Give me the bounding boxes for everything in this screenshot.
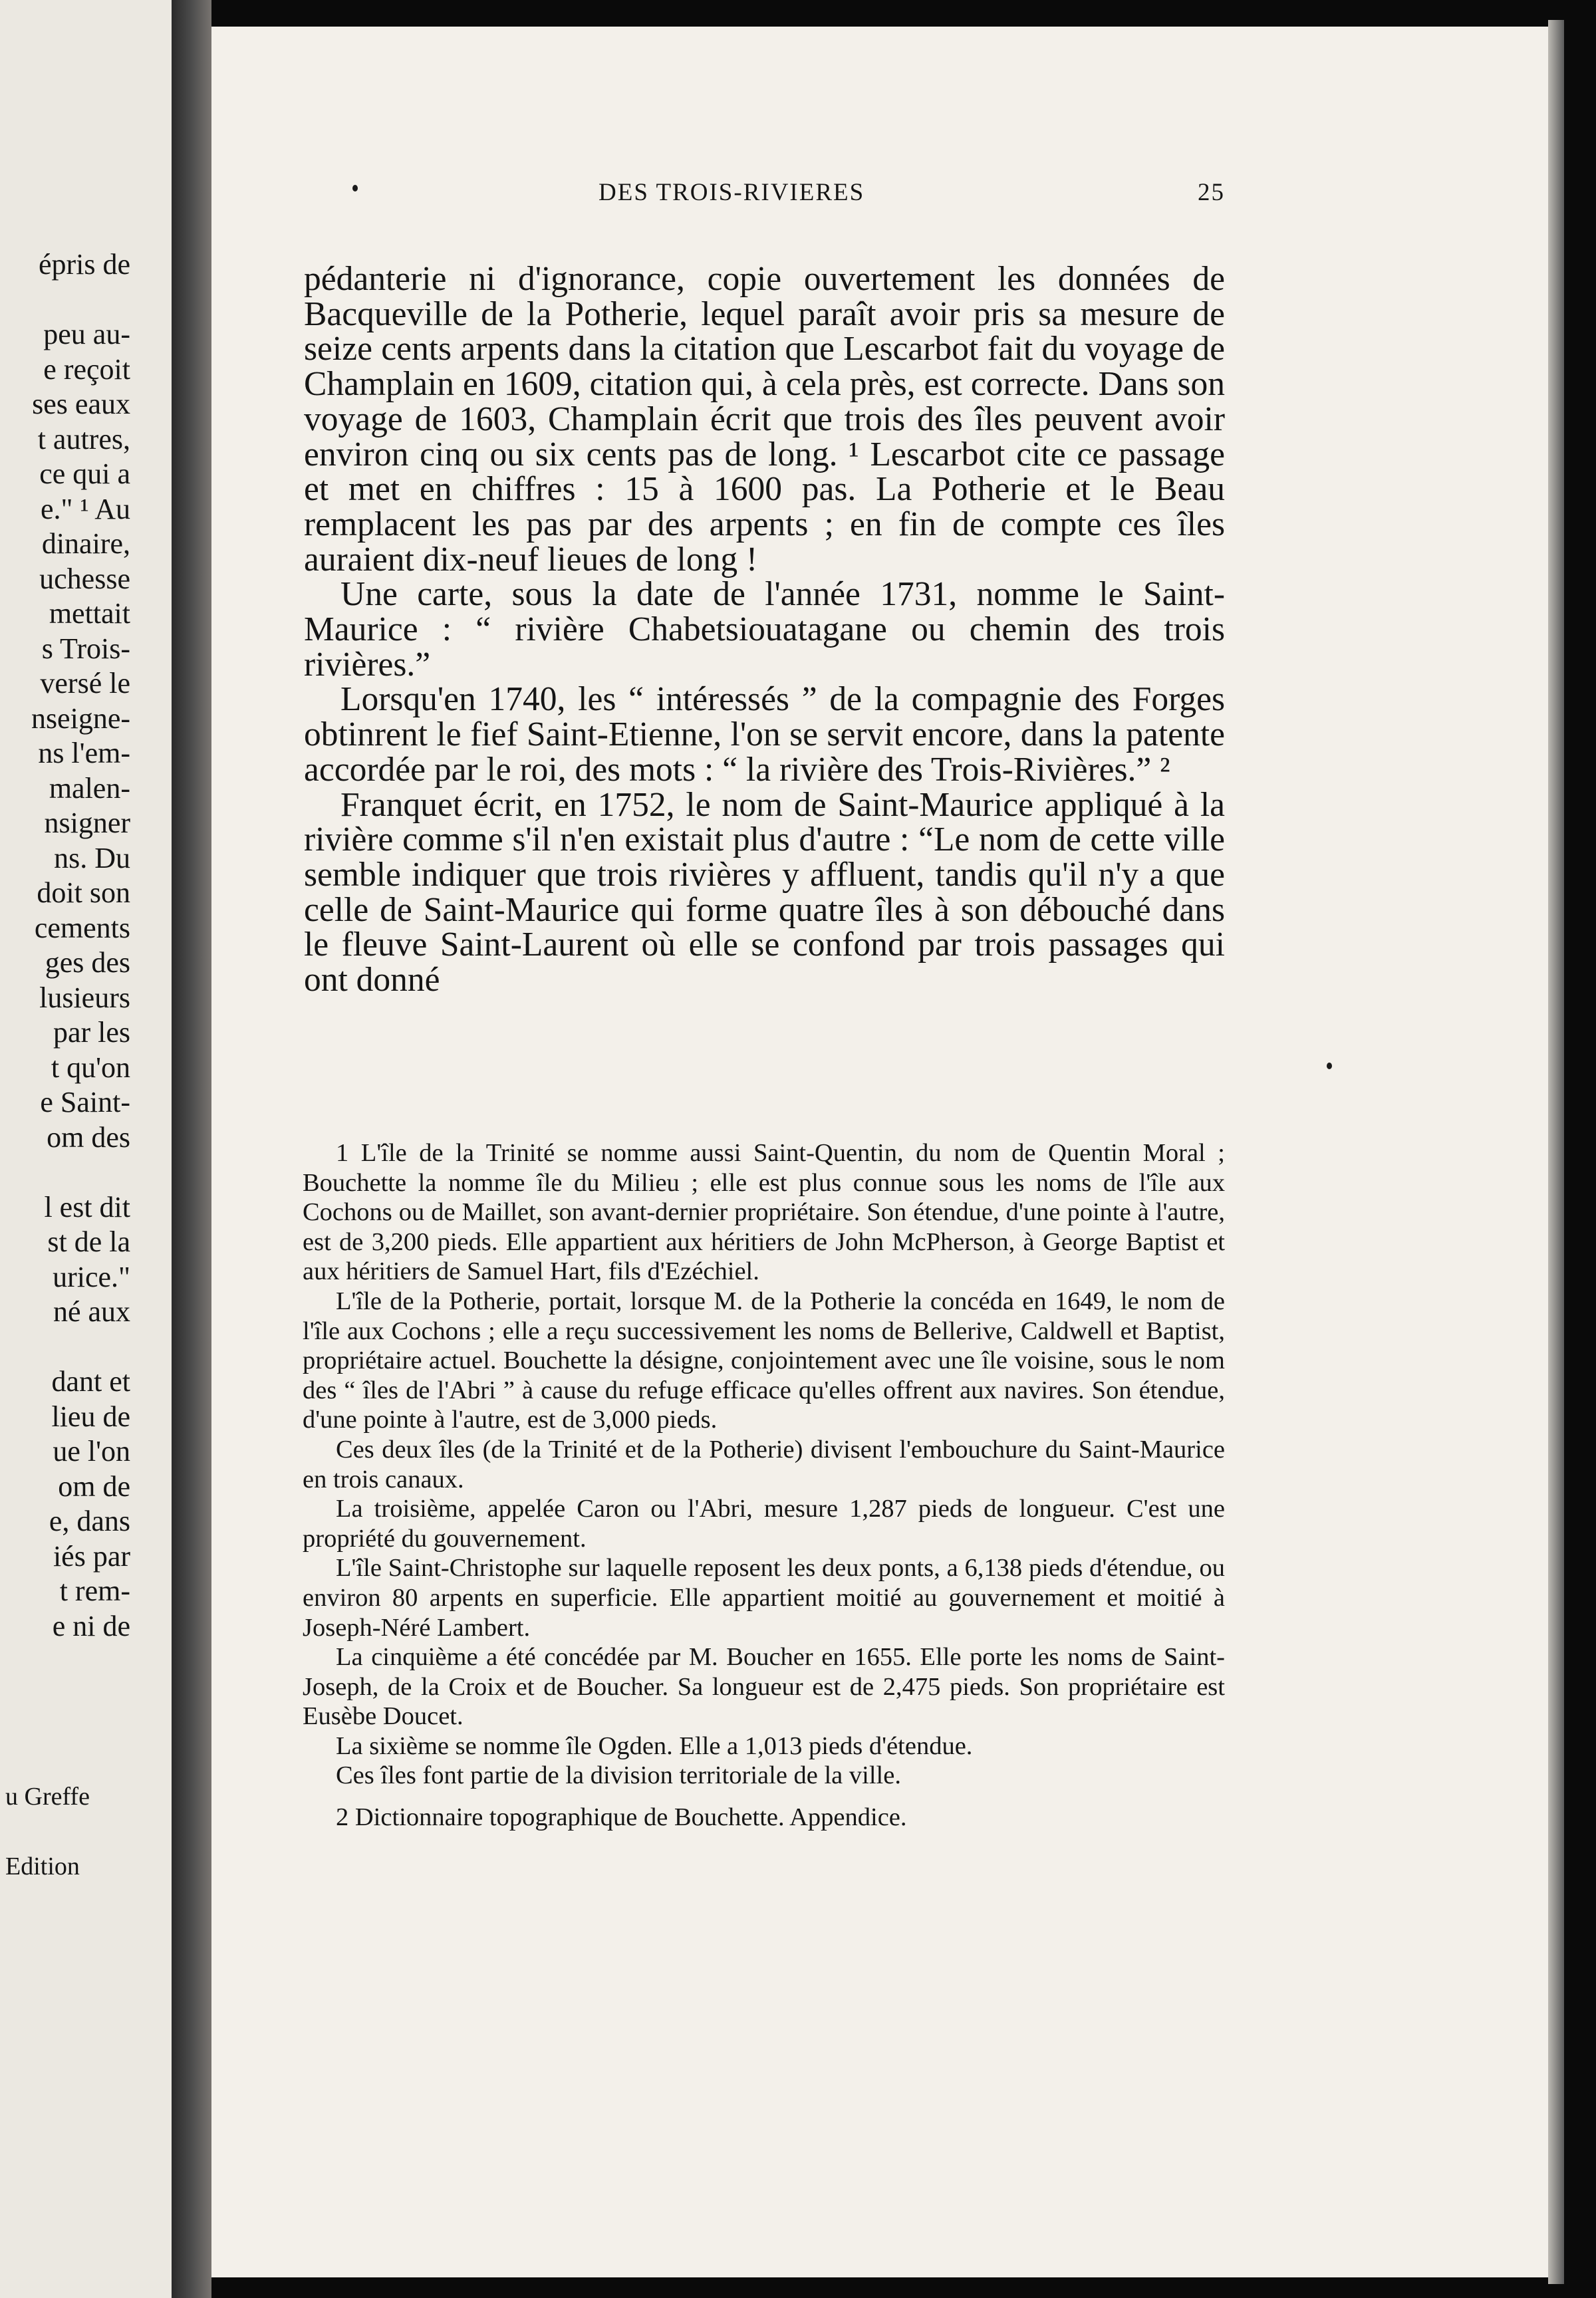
- page-edge-shadow: [1548, 20, 1564, 2284]
- previous-page-line: ns l'em-: [38, 737, 130, 769]
- previous-page-strip: [0, 0, 172, 2298]
- previous-page-line: lusieurs: [39, 981, 130, 1014]
- previous-page-line: [31, 1155, 130, 1190]
- previous-page-line: cements: [34, 911, 130, 944]
- previous-page-line: t qu'on: [51, 1051, 130, 1084]
- ink-speck: [1327, 1063, 1332, 1069]
- ink-speck: [352, 185, 358, 192]
- previous-page-line: ns. Du: [54, 841, 130, 874]
- previous-page-line: [31, 1330, 130, 1365]
- previous-page-line: s Trois-: [41, 632, 130, 665]
- previous-page-line: e reçoit: [43, 352, 130, 386]
- footnote: Ces deux îles (de la Trinité et de la Potherie) divisent l'embouchure du Saint-Maurice en trois canaux.: [303, 1435, 1225, 1493]
- previous-page-line: ses eaux: [32, 388, 130, 420]
- previous-page-line: om des: [47, 1120, 130, 1154]
- previous-page-line: st de la: [47, 1225, 130, 1258]
- previous-page-line: dinaire,: [41, 527, 130, 560]
- previous-page-line: om de: [58, 1469, 130, 1503]
- footnote: L'île Saint-Christophe sur laquelle reposent les deux ponts, a 6,138 pieds d'étendue, ou environ 80 arpents en superficie. Elle appartient moitié au gouvernement et moitié à Joseph-Néré Lambert.: [303, 1554, 1225, 1642]
- previous-page-line: par les: [53, 1016, 130, 1049]
- previous-page-line: e Saint-: [40, 1086, 130, 1118]
- previous-page-line: lieu de: [51, 1400, 130, 1433]
- footnote: La troisième, appelée Caron ou l'Abri, mesure 1,287 pieds de longueur. C'est une propriété du gouvernement.: [303, 1495, 1225, 1553]
- footnotes: [303, 1138, 1225, 1833]
- paragraph: Franquet écrit, en 1752, le nom de Saint-Maurice appliqué à la rivière comme s'il n'en existait plus d'autre : “Le nom de cette ville semble indiquer que trois rivières y affluent, tandis qu'il n'y a que celle de Saint-Maurice qui forme quatre îles à son débouché dans le fleuve Saint-Laurent où elle se confond par trois passages qui ont donné: [304, 785, 1225, 999]
- previous-page-line: t rem-: [59, 1575, 130, 1607]
- previous-page-line: e." ¹ Au: [40, 492, 130, 525]
- previous-page-line: doit son: [37, 876, 130, 909]
- paragraph: Lorsqu'en 1740, les “ intéressés ” de la compagnie des Forges obtinrent le fief Saint-Etienne, l'on se servit encore, dans la patente accordée par le roi, des mots : “ la rivière des Trois-Rivières.” ²: [304, 680, 1225, 789]
- previous-page-edition: Edition: [5, 1852, 80, 1880]
- previous-page-line: ce qui a: [39, 457, 130, 490]
- previous-page-line: ue l'on: [53, 1435, 130, 1468]
- previous-page-line: mettait: [49, 597, 130, 630]
- body-text: [304, 262, 1225, 998]
- book-gutter: [172, 0, 211, 2298]
- previous-page-line: iés par: [53, 1539, 130, 1573]
- previous-page-line: [31, 283, 130, 318]
- previous-page-line: dant et: [51, 1365, 130, 1398]
- previous-page-greffe: u Greffe: [5, 1783, 90, 1811]
- previous-page-line: e ni de: [52, 1609, 130, 1642]
- previous-page-line: malen-: [49, 771, 130, 805]
- footnote: 2 Dictionnaire topographique de Bouchette. Appendice.: [336, 1803, 907, 1832]
- page-number: 25: [1198, 179, 1225, 206]
- paragraph: Une carte, sous la date de l'année 1731, nomme le Saint-Maurice : “ rivière Chabetsiouatagane ou chemin des trois rivières.”: [304, 575, 1225, 684]
- footnote: La cinquième a été concédée par M. Boucher en 1655. Elle porte les noms de Saint-Joseph, de la Croix et de Boucher. Sa longueur est de 2,475 pieds. Son propriétaire est Eusèbe Doucet.: [303, 1643, 1225, 1731]
- footnote: Ces îles font partie de la division territoriale de la ville.: [336, 1761, 901, 1790]
- footnote: 1 L'île de la Trinité se nomme aussi Saint-Quentin, du nom de Quentin Moral ; Bouchette la nomme île du Milieu ; elle est plus connue sous les noms de l'île aux Cochons ou de Maillet, son avant-dernier propriétaire. Son étendue, d'une pointe à l'autre, est de 3,200 pieds. Elle appartient aux héritiers de John McPherson, à George Baptist et aux héritiers de Samuel Hart, fils d'Ezéchiel.: [303, 1139, 1225, 1286]
- previous-page-line: ges des: [45, 946, 130, 979]
- previous-page-line: e, dans: [49, 1505, 130, 1537]
- previous-page-line: urice.": [53, 1260, 130, 1293]
- paragraph: pédanterie ni d'ignorance, copie ouvertement les données de Bacqueville de la Potherie, lequel paraît avoir pris sa mesure de seize cents arpents dans la citation que Lescarbot fait du voyage de Champlain en 1609, citation qui, à cela près, est correcte. Dans son voyage de 1603, Champlain écrit que trois des îles peuvent avoir environ cinq ou six cents pas de long. ¹ Lescarbot cite ce passage et met en chiffres : 15 à 1600 pas. La Potherie et le Beau remplacent les pas par des arpents ; en fin de compte ces îles auraient dix-neuf lieues de long !: [304, 260, 1225, 578]
- footnote: La sixième se nomme île Ogden. Elle a 1,013 pieds d'étendue.: [336, 1731, 973, 1760]
- running-head-title: DES TROIS-RIVIERES: [598, 179, 865, 206]
- previous-page-line: né aux: [53, 1295, 130, 1328]
- previous-page-line: nsigner: [44, 807, 130, 839]
- previous-page-line: versé le: [40, 667, 130, 700]
- previous-page-line: épris de: [38, 248, 130, 281]
- previous-page-line: l est dit: [44, 1190, 130, 1223]
- previous-page-line: uchesse: [39, 562, 130, 595]
- previous-page-text: [31, 247, 130, 1644]
- previous-page-line: peu au-: [43, 318, 130, 350]
- previous-page-line: nseigne-: [31, 702, 130, 735]
- previous-page-line: t autres,: [37, 422, 130, 455]
- footnote: L'île de la Potherie, portait, lorsque M. de la Potherie la concéda en 1649, le nom de l'île aux Cochons ; elle a reçu successivement les noms de Bellerive, Caldwell et Baptist, propriétaire actuel. Bouchette la désigne, conjointement avec une île voisine, sous le nom des “ îles de l'Abri ” à cause du refuge efficace qu'elles offrent aux navires. Son étendue, d'une pointe à l'autre, est de 3,000 pieds.: [303, 1287, 1225, 1434]
